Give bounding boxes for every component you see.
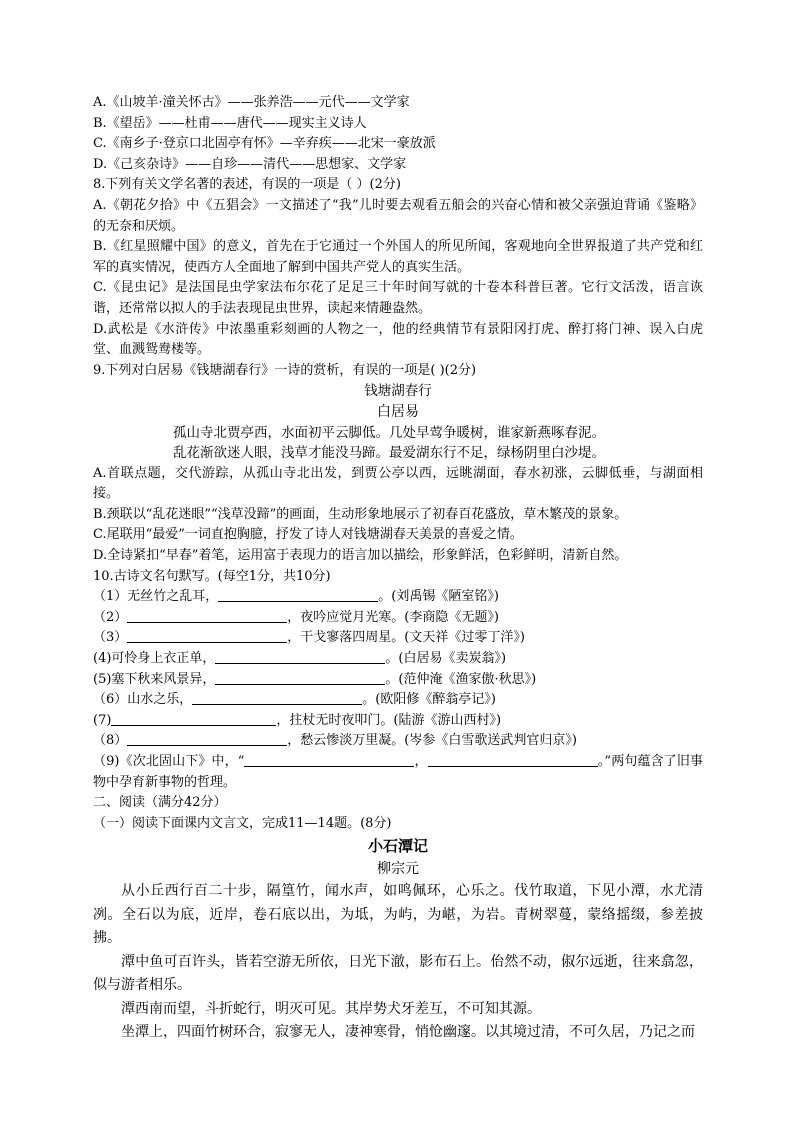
poem-author: 白居易 [377, 403, 419, 420]
poem-title: 钱塘湖春行 [364, 383, 432, 400]
q10-item-7 [93, 711, 703, 732]
q10-item-3 [93, 628, 703, 649]
poem-line-2: 乱花渐欲迷人眼，浅草才能没马蹄。最爱湖东行不足，绿杨阴里白沙堤。 [173, 445, 605, 462]
answer-blank[interactable] [111, 711, 276, 726]
q10-item-8-prefix: （8） [93, 733, 128, 749]
exam-page [93, 93, 703, 1045]
q10-item-1 [93, 587, 703, 608]
q10-item-4-prefix: (4)可怜身上衣正单， [93, 651, 216, 667]
q8-option-b: B.《红星照耀中国》的意义，首先在于它通过一个外国人的所见所闻，客观地向全世界报道了共产党和红军的真实情况，使西方人全面地了解到中国共产党人的真实生活。 [93, 239, 703, 275]
q10-item-7-prefix: (7) [93, 712, 112, 728]
answer-blank[interactable] [218, 587, 378, 602]
q8-stem: 8.下列有关文学名著的表述，有误的一项是（ ）(2分) [93, 177, 401, 193]
option-c: C.《南乡子·登京口北固亭有怀》—辛弃疾——北宋一豪放派 [93, 136, 436, 152]
answer-blank[interactable] [192, 690, 362, 705]
q10-item-6-prefix: （6）山水之乐， [93, 692, 193, 708]
answer-blank[interactable] [428, 752, 598, 767]
q9-option-b: B.颈联以“乱花迷眼”“浅草没蹄”的画面，生动形象地展示了初春百花盛放，草木繁茂的景象。 [93, 506, 628, 522]
q10-item-2-suffix: ，夜吟应觉月光寒。(李商隐《无题》) [287, 609, 499, 625]
q10-item-9-mid: ， [414, 754, 428, 769]
q8-option-c: C.《昆虫记》是法国昆虫学家法布尔花了足足三十年时间写就的十卷本科普巨著。它行文活泼，语言诙谐，还常常以拟人的手法表现昆虫世界，读起来情趣盎然。 [93, 280, 703, 316]
q10-item-4-suffix: 。(白居易《卖炭翁》) [385, 651, 507, 667]
q10-item-2 [93, 608, 703, 629]
passage-paragraph-4: 坐潭上，四面竹树环合，寂寥无人，凄神寒骨，悄怆幽邃。以其境过清，不可久居，乃记之而 [121, 1024, 695, 1041]
q10-item-5-prefix: (5)塞下秋来风景异， [93, 671, 216, 687]
passage-paragraph-1: 从小丘西行百二十步，隔篁竹，闻水声，如鸣佩环，心乐之。伐竹取道，下见小潭，水尤清冽。全石以为底，近岸，卷石底以出，为坻，为屿，为嵁，为岩。青树翠蔓，蒙络摇缀，参差披拂。 [93, 883, 703, 947]
q10-item-9 [93, 752, 703, 793]
q9-option-a: A.首联点题，交代游踪，从孤山寺北出发，到贾公亭以西，远眺湖面，春水初涨，云脚低垂，与湖面相接。 [93, 465, 703, 502]
passage-paragraph-3: 潭西南而望，斗折蛇行，明灭可见。其岸势犬牙差互，不可知其源。 [121, 1000, 541, 1017]
q10-item-6 [93, 690, 703, 711]
q10-stem: 10.古诗文名句默写。(每空1分，共10分) [93, 568, 331, 584]
answer-blank[interactable] [127, 608, 287, 623]
q9-option-c: C.尾联用“最爱”一词直抱胸臆，抒发了诗人对钱塘湖春天美景的喜爱之情。 [93, 527, 523, 543]
q8-option-d: D.武松是《水浒传》中浓墨重彩刻画的人物之一，他的经典情节有景阳冈打虎、醉打将门神、误入白虎堂、血溅鸳鸯楼等。 [93, 321, 703, 358]
answer-blank[interactable] [215, 649, 385, 664]
q8-option-a: A.《朝花夕拾》中《五猖会》一文描述了“我”儿时要去观看五船会的兴奋心情和被父亲强迫背诵《鉴略》的无奈和厌烦。 [93, 197, 703, 234]
answer-blank[interactable] [127, 731, 287, 746]
passage-author: 柳宗元 [377, 861, 419, 878]
q10-item-6-suffix: 。(欧阳修《醉翁亭记》) [362, 692, 496, 708]
answer-blank[interactable] [127, 628, 287, 643]
poem-line-1: 孤山寺北贾亭西，水面初平云脚低。几处早莺争暖树，谁家新燕啄春泥。 [173, 424, 605, 441]
q10-item-1-prefix: （1）无丝竹之乱耳， [93, 589, 219, 605]
option-d: D.《己亥杂诗》——自珍——清代——思想家、文学家 [93, 156, 407, 172]
q10-item-7-suffix: ，拄杖无时夜叩门。(陆游《游山西村》) [276, 712, 502, 728]
q10-item-9-prefix: （9)《次北固山下》中，“ [93, 754, 245, 769]
q10-item-5 [93, 670, 703, 691]
q10-item-4 [93, 649, 703, 670]
answer-blank[interactable] [244, 752, 414, 767]
option-b: B.《望岳》——杜甫——唐代——现实主义诗人 [93, 115, 367, 131]
q9-stem: 9.下列对白居易《钱塘湖春行》一诗的赏析，有误的一项是( )(2分) [93, 362, 477, 378]
q10-item-8 [93, 731, 703, 752]
q10-item-3-suffix: ，干戈寥落四周星。(文天祥《过零丁洋》) [287, 630, 525, 646]
q10-item-5-suffix: 。(范仲淹《渔家傲·秋思》) [385, 671, 537, 687]
q10-item-2-prefix: （2） [93, 609, 128, 625]
option-a: A.《山坡羊·潼关怀古》——张养浩——元代——文学家 [93, 95, 410, 110]
passage-paragraph-2: 潭中鱼可百许头，皆若空游无所依，日光下澈，影布石上。佁然不动，俶尔远逝，往来翕忽，似与游者相乐。 [93, 953, 703, 994]
passage-title: 小石潭记 [367, 837, 428, 856]
q10-item-1-suffix: 。(刘禹锡《陋室铭》) [378, 589, 499, 605]
q10-item-8-suffix: ，愁云惨淡万里凝。(岑参《白雪歌送武判官归京》) [287, 733, 577, 749]
q9-option-d: D.全诗紧扣“早春”着笔，运用富于表现力的语言加以描绘，形象鲜活，色彩鲜明，清新自然。 [93, 548, 628, 564]
q10-item-3-prefix: （3） [93, 630, 128, 646]
answer-blank[interactable] [215, 670, 385, 685]
q10-item-9-suffix: 。”两句蕴含了旧事物中孕育新事物的哲理。 [93, 754, 703, 790]
section-subheading: （一）阅读下面课内文言文，完成11—14题。(8分) [93, 815, 392, 831]
section-heading: 二、阅读（满分42分） [93, 795, 227, 811]
